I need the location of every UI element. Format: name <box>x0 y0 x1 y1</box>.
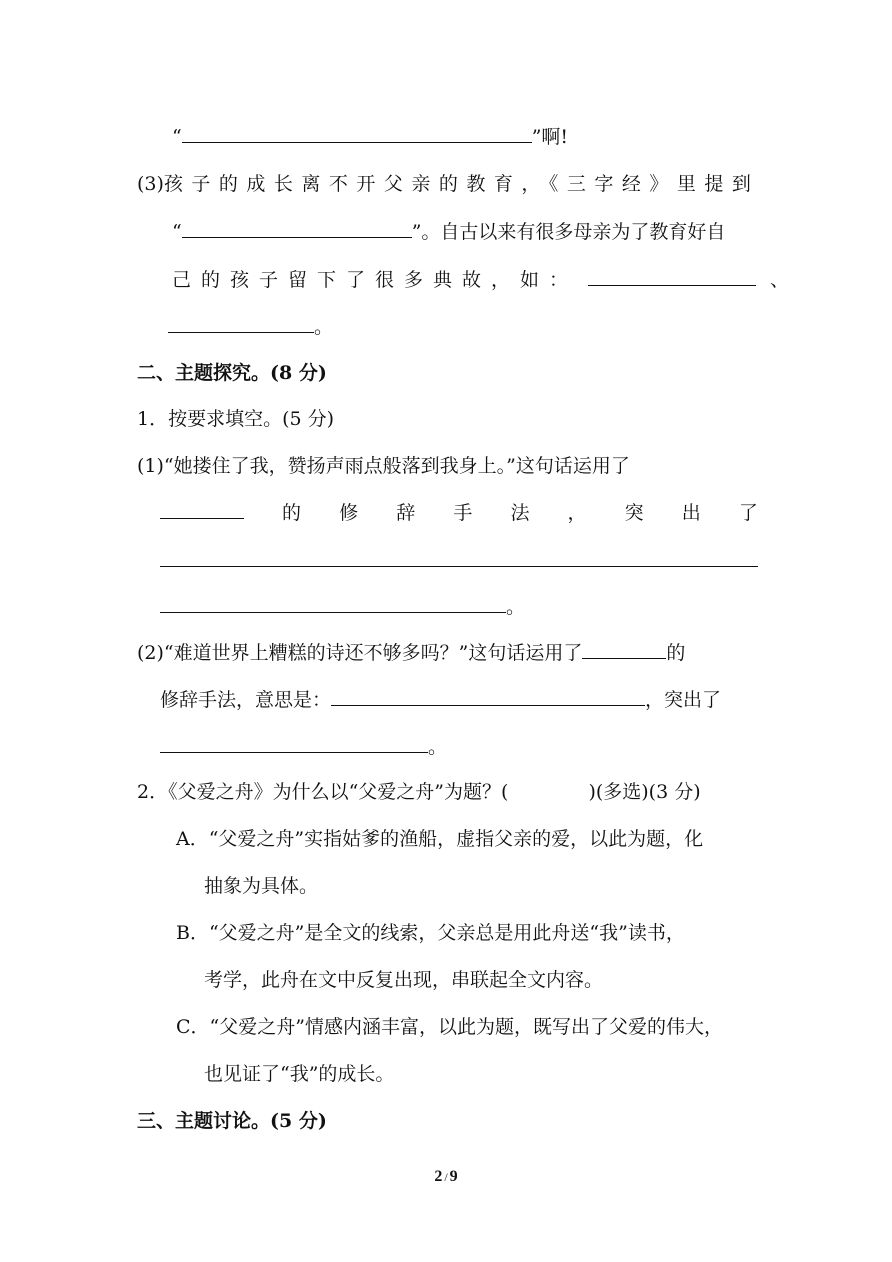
total-pages: 9 <box>449 1168 458 1185</box>
page-separator: / <box>444 1170 448 1184</box>
char: ， <box>567 502 587 524</box>
item-text: ”。自古以来有很多母亲为了教育好自 <box>411 221 726 243</box>
section2-title: 二、主题探究。(8 分) <box>137 362 327 384</box>
option-b-line1: B．“父爱之舟”是全文的线索，父亲总是用此舟送“我”读书， <box>176 922 685 944</box>
item-text: 孩子的成长离不开父亲的教育，《三字经》里提到 <box>163 173 760 195</box>
answer-blank[interactable] <box>160 500 244 519</box>
char: 修 <box>339 502 359 524</box>
question-text: )(多选)(3 分) <box>588 781 701 803</box>
option-b-line2: 考学，此舟在文中反复出现，串联起全文内容。 <box>204 969 604 991</box>
answer-blank[interactable] <box>182 124 532 143</box>
answer-blank[interactable] <box>160 548 758 567</box>
item-text: “她搂住了我，赞扬声雨点般落到我身上。”这句话运用了 <box>163 455 630 477</box>
option-a-line1: A．“父爱之舟”实指姑爹的渔船，虚指父亲的爱，以此为题，化 <box>176 828 704 850</box>
quote-open: “ <box>172 221 182 243</box>
item-text: ，突出了 <box>645 689 722 711</box>
q1-3-line4 <box>168 314 333 339</box>
quote-open: “ <box>172 126 182 148</box>
period: 。 <box>428 736 448 758</box>
quote-close: ”啊! <box>531 126 569 148</box>
q2-1-1-line1 <box>137 454 630 478</box>
option-a-line2: 抽象为具体。 <box>204 875 319 897</box>
answer-blank[interactable] <box>182 219 412 238</box>
item-number: (1) <box>137 455 164 477</box>
question-text: 2．《父爱之舟》为什么以“父爱之舟”为题？( <box>137 781 509 803</box>
q2-1-1-line4 <box>160 594 525 619</box>
q2-2-title <box>137 780 701 804</box>
q2-1-title: 1．按要求填空。(5 分) <box>137 408 335 430</box>
item-text: “难道世界上糟糕的诗还不够多吗？”这句话运用了 <box>163 642 583 664</box>
item-number: (2) <box>137 642 164 664</box>
answer-blank[interactable] <box>588 267 756 286</box>
q2-1-2-line1 <box>137 640 685 665</box>
current-page: 2 <box>434 1168 443 1185</box>
q1-3-line3 <box>172 267 789 292</box>
option-c-line2: 也见证了“我”的成长。 <box>204 1063 395 1085</box>
section3-title: 三、主题讨论。(5 分) <box>137 1110 327 1132</box>
q1-3-prev-line <box>172 124 568 149</box>
period: 。 <box>314 316 334 338</box>
char: 手 <box>453 502 473 524</box>
answer-blank[interactable] <box>160 594 506 613</box>
answer-blank[interactable] <box>331 687 645 706</box>
item-text: 修辞手法，意思是： <box>160 689 332 711</box>
char: 法 <box>510 502 530 524</box>
item-number: (3) <box>137 173 164 195</box>
answer-blank[interactable] <box>160 734 428 753</box>
answer-blank[interactable] <box>582 640 666 659</box>
q2-1-2-line2 <box>160 687 721 712</box>
answer-blank[interactable] <box>168 314 314 333</box>
q2-1-1-line3 <box>160 548 758 573</box>
page-number <box>0 1168 892 1186</box>
char: 的 <box>282 502 302 524</box>
option-c-line1: C．“父爱之舟”情感内涵丰富，以此为题，既写出了父爱的伟大， <box>176 1016 723 1038</box>
q2-1-2-line3 <box>160 734 447 759</box>
q1-3-line2 <box>172 219 725 244</box>
item-text: 己的孩子留下了很多典故，如： <box>172 269 579 291</box>
char: 出 <box>681 502 701 524</box>
char: 的 <box>666 642 686 664</box>
period: 。 <box>506 596 526 618</box>
char: 突 <box>624 502 644 524</box>
separator: 、 <box>770 269 790 291</box>
char: 了 <box>738 502 758 524</box>
q1-3-line1 <box>137 172 760 196</box>
char: 辞 <box>396 502 416 524</box>
q2-1-1-line2 <box>160 500 758 525</box>
